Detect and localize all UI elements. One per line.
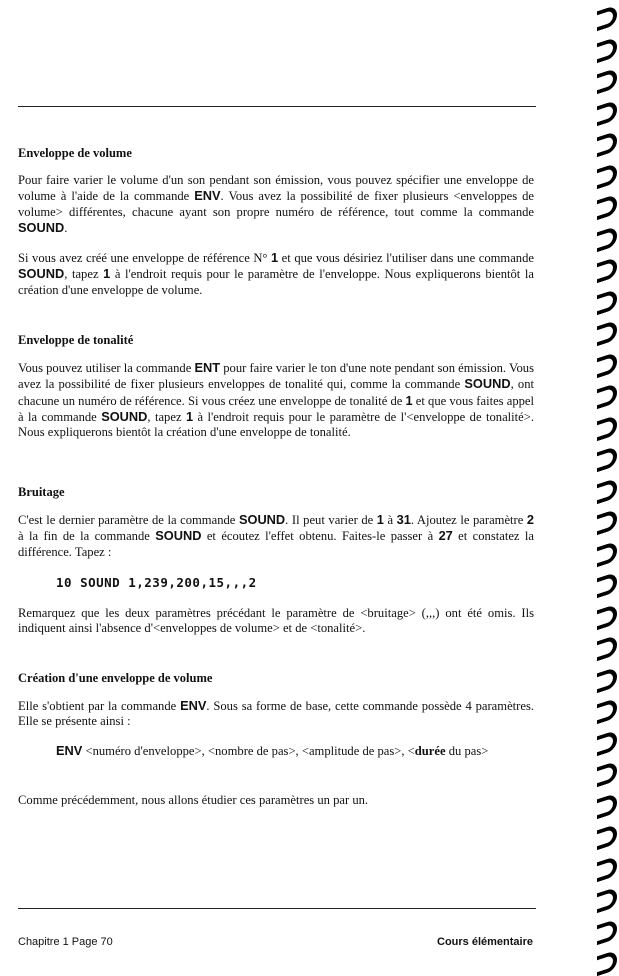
text-run: du pas> — [445, 744, 489, 758]
binding-ring — [597, 855, 617, 881]
keyword: ENV — [194, 188, 221, 204]
keyword: 27 — [438, 528, 453, 544]
top-rule — [18, 106, 536, 107]
text-run: Pour faire varier le volume d'un son pendant son émission, vous pouvez spécifier une enveloppe de volume à l'aide de la commande — [18, 173, 534, 204]
footer-chapter-page: Chapitre 1 Page 70 — [18, 936, 113, 948]
text-run: et que vous faites appel à la commande — [18, 393, 534, 424]
text-run: , tapez — [64, 267, 104, 282]
binding-ring — [597, 99, 617, 125]
text-run: C'est le dernier paramètre de la commande — [18, 513, 239, 527]
text-run: , ont chacune un numéro de référence. Si vous créez une enveloppe de tonalité de — [18, 377, 534, 408]
section-heading-volume-envelope: Enveloppe de volume — [18, 146, 132, 160]
keyword: 1 — [376, 512, 384, 527]
binding-ring — [597, 572, 617, 598]
text-run: Remarquez que les deux paramètres précédant le paramètre de <bruitage> (,,,) ont été omis. Ils indiquent ainsi l'absence d'<enveloppes de volume> et de <tonalité>. — [18, 606, 534, 636]
text-run: . Ajoutez le paramètre — [410, 513, 527, 527]
section-heading-create-volume-envelope: Création d'une enveloppe de volume — [18, 671, 213, 685]
bold-text: durée — [414, 744, 446, 758]
text-run: à — [383, 513, 397, 527]
code-example: 10 SOUND 1,239,200,15,,,2 — [56, 575, 257, 590]
section-heading-tone-envelope: Enveloppe de tonalité — [18, 333, 134, 347]
footer-course-title: Cours élémentaire — [437, 936, 533, 948]
binding-ring — [597, 950, 617, 976]
text-run: . Vous avez la possibilité de fixer plusieurs <enveloppes de volume> différentes, chacune ayant son propre numéro de référence, tout comme la commande — [18, 189, 534, 219]
keyword: ENV — [180, 698, 207, 713]
text-run: . Il peut varier de — [285, 513, 377, 527]
binding-ring — [597, 918, 617, 944]
binding-ring — [597, 131, 617, 157]
paragraph — [18, 793, 534, 808]
binding-ring — [597, 36, 617, 62]
text-run: à la fin de la commande — [18, 529, 156, 544]
keyword: SOUND — [18, 266, 65, 282]
text-run: Vous pouvez utiliser la commande — [18, 361, 195, 375]
keyword: SOUND — [238, 512, 286, 527]
keyword: SOUND — [155, 528, 202, 544]
text-run: et constatez la différence. Tapez : — [18, 529, 534, 559]
keyword: SOUND — [101, 408, 148, 424]
binding-ring — [597, 383, 617, 409]
keyword: 1 — [103, 266, 111, 282]
keyword: 1 — [405, 392, 413, 408]
binding-ring — [597, 540, 617, 566]
text-run: Elle s'obtient par la commande — [18, 699, 181, 713]
text-run: et que vous désiriez l'utiliser dans une commande — [278, 251, 534, 265]
binding-ring — [597, 351, 617, 377]
paragraph — [18, 250, 534, 298]
binding-ring — [597, 414, 617, 440]
binding-ring — [597, 5, 617, 31]
paragraph — [18, 173, 534, 236]
binding-ring — [597, 194, 617, 220]
binding-ring — [597, 635, 617, 661]
text-run: . Sous sa forme de base, cette commande possède 4 paramètres. Elle se présente ainsi : — [18, 699, 534, 729]
binding-ring — [597, 446, 617, 472]
binding-ring — [597, 257, 617, 283]
binding-ring — [597, 729, 617, 755]
binding-ring — [597, 162, 617, 188]
binding-ring — [597, 761, 617, 787]
binding-ring — [597, 320, 617, 346]
text-run: à l'endroit requis pour le paramètre de l'enveloppe. Nous expliquerons bientôt la création d'une enveloppe de volume. — [18, 267, 534, 297]
keyword: SOUND — [18, 219, 65, 235]
spiral-binding-icon — [597, 0, 619, 972]
binding-ring — [597, 698, 617, 724]
keyword: 1 — [271, 250, 279, 265]
section-heading-noise: Bruitage — [18, 485, 65, 499]
text-run: pour faire varier le ton d'une note pendant son émission. Vous avez la possibilité de fixer plusieurs enveloppes de tonalité qui, comme la commande — [18, 361, 534, 392]
keyword: ENV — [56, 743, 83, 758]
binding-ring — [597, 666, 617, 692]
text-run: Comme précédemment, nous allons étudier ces paramètres un par un. — [18, 793, 369, 807]
binding-ring — [597, 288, 617, 314]
text-run: et écoutez l'effet obtenu. Faites-le passer à — [201, 529, 439, 544]
binding-ring — [597, 477, 617, 503]
bottom-rule — [18, 908, 536, 909]
keyword: 31 — [396, 512, 411, 527]
text-run: . — [64, 220, 68, 235]
paragraph — [18, 698, 534, 730]
paragraph — [18, 360, 534, 440]
text-run: , tapez — [147, 409, 186, 424]
keyword: ENT — [194, 360, 221, 375]
binding-ring — [597, 824, 617, 850]
keyword: SOUND — [464, 376, 511, 392]
binding-ring — [597, 603, 617, 629]
text-run: <numéro d'enveloppe>, <nombre de pas>, <amplitude de pas>, < — [82, 744, 415, 758]
binding-ring — [597, 68, 617, 94]
binding-ring — [597, 887, 617, 913]
binding-ring — [597, 509, 617, 535]
binding-ring — [597, 225, 617, 251]
keyword: 1 — [185, 408, 194, 424]
keyword: 2 — [526, 512, 535, 527]
paragraph — [18, 512, 534, 560]
paragraph — [18, 606, 534, 637]
binding-ring — [597, 792, 617, 818]
text-run: à l'endroit requis pour le paramètre de l'<enveloppe de tonalité>. Nous expliquerons bientôt la création d'une enveloppe de tonalité. — [18, 409, 534, 440]
env-syntax — [56, 743, 534, 759]
text-run: Si vous avez créé une enveloppe de référence N° — [18, 251, 272, 265]
